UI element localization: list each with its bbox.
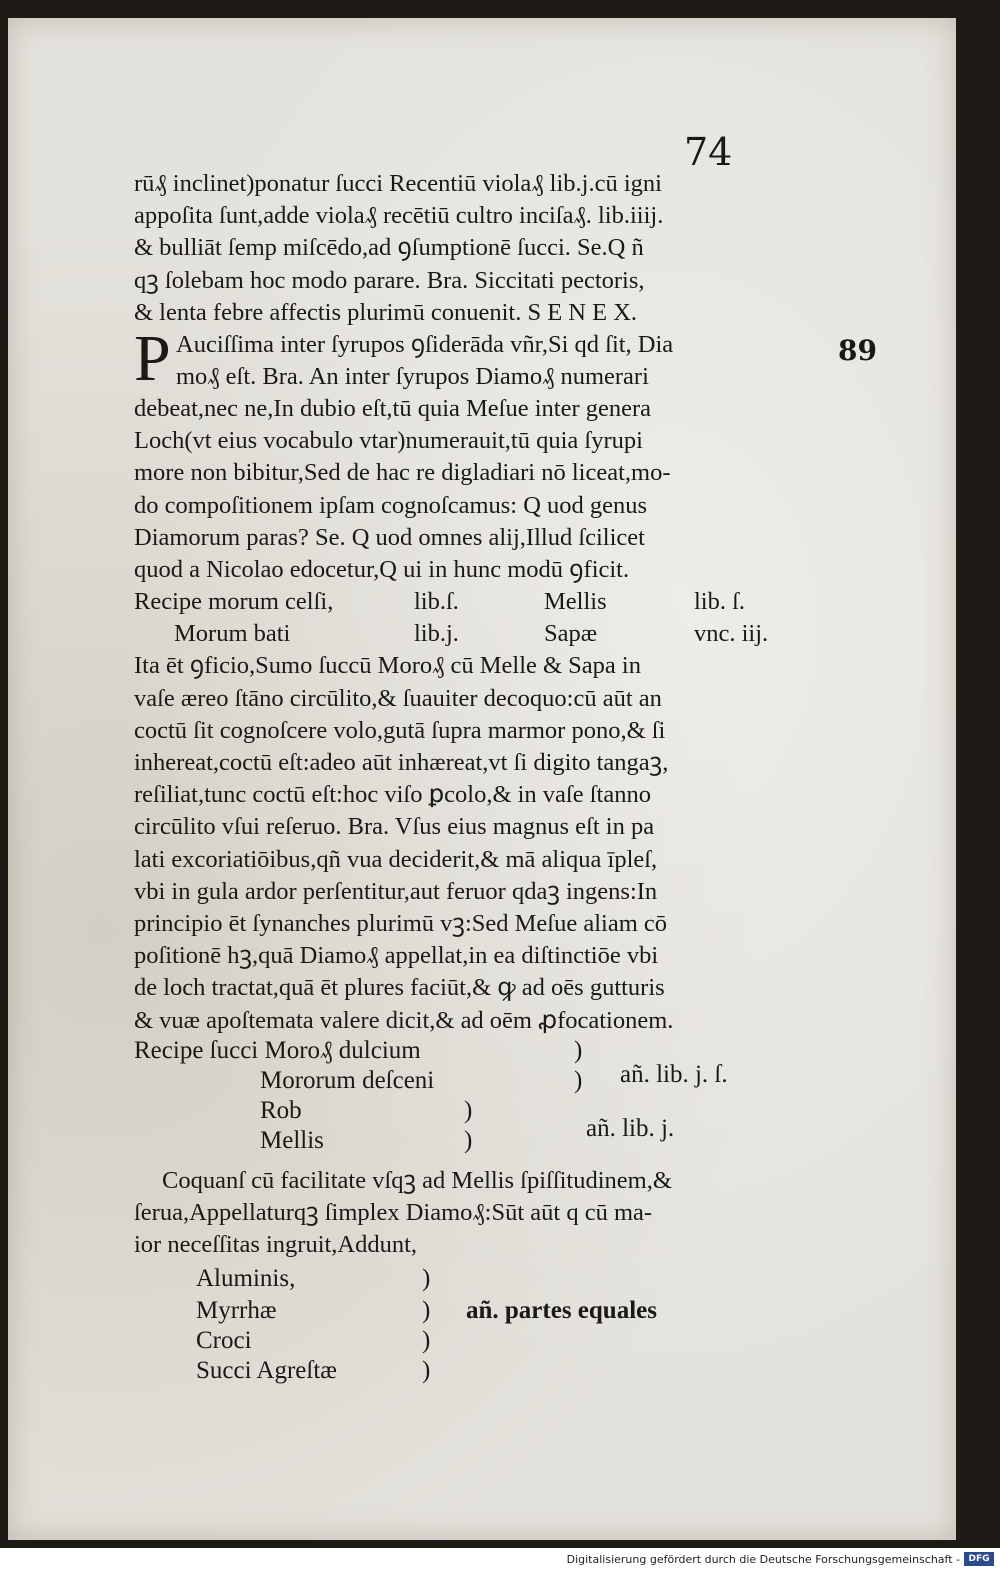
funding-notice: Digitalisierung gefördert durch die Deutsche Forschungsgemeinschaft -	[566, 1553, 960, 1566]
text-line: reſiliat,tunc coctū eſt:hoc viſo ꝑcolo,& in vaſe ſtanno	[134, 781, 651, 809]
recipe-ingredient: Rob	[260, 1096, 302, 1124]
recipe-row	[134, 618, 810, 650]
text-line: rū₰ inclinet)ponatur ſucci Recentiū viola₰ lib.j.cū igni	[134, 170, 662, 197]
text-block-middle	[134, 393, 810, 586]
text-line: de loch tractat,quā ēt plures faciūt,& ꝙ ad oēs gutturis	[134, 974, 665, 1002]
text-block-after	[134, 650, 810, 1036]
text-line: quod a Nicolao edocetur,Q ui in hunc modū ꝯficit.	[134, 555, 630, 583]
digitization-footer	[0, 1548, 1000, 1571]
recipe-quantity: vnc. iij.	[694, 620, 769, 648]
brace-glyph: )	[464, 1096, 473, 1124]
recipe-ingredient: Recipe ſucci Moro₰ dulcium	[134, 1036, 421, 1064]
text-line: poſitionē hꝫ,quā Diamo₰ appellat,in ea diſtinctiōe vbi	[134, 942, 659, 970]
recipe-ingredient: Morum bati	[174, 620, 291, 648]
recipe-table-3	[134, 1261, 810, 1401]
text-line: Diamorum paras? Se. Q uod omnes alij,Illud ſcilicet	[134, 523, 645, 551]
text-line: Loch(vt eius vocabulo vtar)numerauit,tū quia ſyrupi	[134, 427, 643, 455]
book-page	[8, 18, 956, 1540]
recipe-ingredient: Recipe morum celſi,	[134, 588, 334, 616]
brace-glyph: )	[422, 1297, 431, 1325]
recipe-row	[134, 586, 810, 618]
brace-glyph: )	[464, 1126, 473, 1154]
text-line: qꝫ ſolebam hoc modo parare. Bra. Siccitati pectoris,	[134, 266, 645, 294]
recipe-quantity: lib. ſ.	[694, 588, 746, 616]
text-line: inhereat,coctū eſt:adeo aūt inhæreat,vt ſi digito tangaꝫ,	[134, 749, 669, 776]
text-line: do compoſitionem ipſam cognoſcamus: Q uod genus	[134, 491, 648, 519]
text-line: & bulliāt ſemp miſcēdo,ad ꝯſumptionē ſucci. Se.Q ñ	[134, 234, 644, 262]
text-line: more non bibitur,Sed de hac re digladiari nō liceat,mo-	[134, 459, 671, 487]
text-line: vbi in gula ardor perſentitur,aut feruor qdaꝫ ingens:In	[134, 877, 658, 905]
text-line: ior neceſſitas ingruit,Addunt,	[134, 1231, 418, 1259]
text-block-opening	[134, 168, 810, 329]
text-line: & vuæ apoſtemata valere dicit,& ad oēm ꝓfocationem.	[134, 1006, 674, 1034]
text-line: lati excoriatiōibus,qñ vua deciderit,& mā aliqua īpleſ,	[134, 845, 658, 873]
recipe-quantity: añ. partes equales	[466, 1297, 657, 1325]
recipe-ingredient: Myrrhæ	[196, 1297, 277, 1325]
text-line: appoſita ſunt,adde viola₰ recētiū cultro inciſa₰. lib.iiij.	[134, 202, 664, 230]
brace-glyph: )	[422, 1357, 431, 1385]
text-block-after2	[134, 1165, 810, 1262]
recipe-ingredient: Mellis	[544, 588, 607, 616]
margin-folio-number: 89	[838, 334, 877, 367]
text-line: Auciſſima inter ſyrupos ꝯſiderāda vñr,Si qd ſit, Dia	[176, 330, 674, 358]
brace-glyph: )	[422, 1327, 431, 1355]
text-line: ſerua,Appellaturqꝫ ſimplex Diamo₰:Sūt aūt q cū ma-	[134, 1198, 653, 1226]
recipe-quantity: añ. lib. j.	[586, 1114, 675, 1142]
recipe-ingredient: Sapæ	[544, 620, 598, 648]
text-line: & lenta febre affectis plurimū conuenit. S E N E X.	[134, 298, 638, 326]
recipe-ingredient: Croci	[196, 1327, 252, 1355]
page-number: 74	[684, 130, 733, 174]
text-line: debeat,nec ne,In dubio eſt,tū quia Meſue inter genera	[134, 394, 652, 422]
brace-glyph: )	[574, 1066, 583, 1094]
dropcap-letter: P	[134, 321, 171, 395]
text-line: principio ēt ſynanches plurimū vꝫ:Sed Meſue aliam cō	[134, 909, 668, 937]
recipe-ingredient: Succi Agreſtæ	[196, 1357, 337, 1385]
text-line: vaſe æreo ſtāno circūlito,& ſuauiter decoquo:cū aūt an	[134, 684, 662, 712]
dfg-logo: DFG	[964, 1552, 994, 1566]
recipe-ingredient: Aluminis,	[196, 1265, 296, 1293]
recipe-quantity: añ. lib. j. ſ.	[620, 1060, 728, 1088]
brace-glyph: )	[574, 1036, 583, 1064]
text-line: Ita ēt ꝯficio,Sumo ſuccū Moro₰ cū Melle & Sapa in	[134, 652, 641, 680]
brace-glyph: )	[422, 1265, 431, 1293]
text-line: coctū ſit cognoſcere volo,gutā ſupra marmor pono,& ſi	[134, 716, 666, 744]
recipe-ingredient: Mororum deſceni	[260, 1066, 435, 1094]
recipe-ingredient: Mellis	[260, 1126, 324, 1154]
recipe-quantity: lib.ſ.	[414, 588, 459, 616]
text-line: Coquanſ cū facilitate vſqꝫ ad Mellis ſpiſſitudinem,&	[162, 1166, 672, 1194]
text-line: mo₰ eſt. Bra. An inter ſyrupos Diamo₰ numerari	[176, 362, 649, 390]
dropcap-paragraph	[134, 321, 810, 395]
recipe-table-2	[134, 1037, 810, 1165]
recipe-quantity: lib.j.	[414, 620, 459, 648]
text-line: circūlito vſui reſeruo. Bra. Vſus eius magnus eſt in pa	[134, 813, 655, 841]
recipe-table-1	[134, 586, 810, 650]
page-text	[134, 168, 810, 1401]
